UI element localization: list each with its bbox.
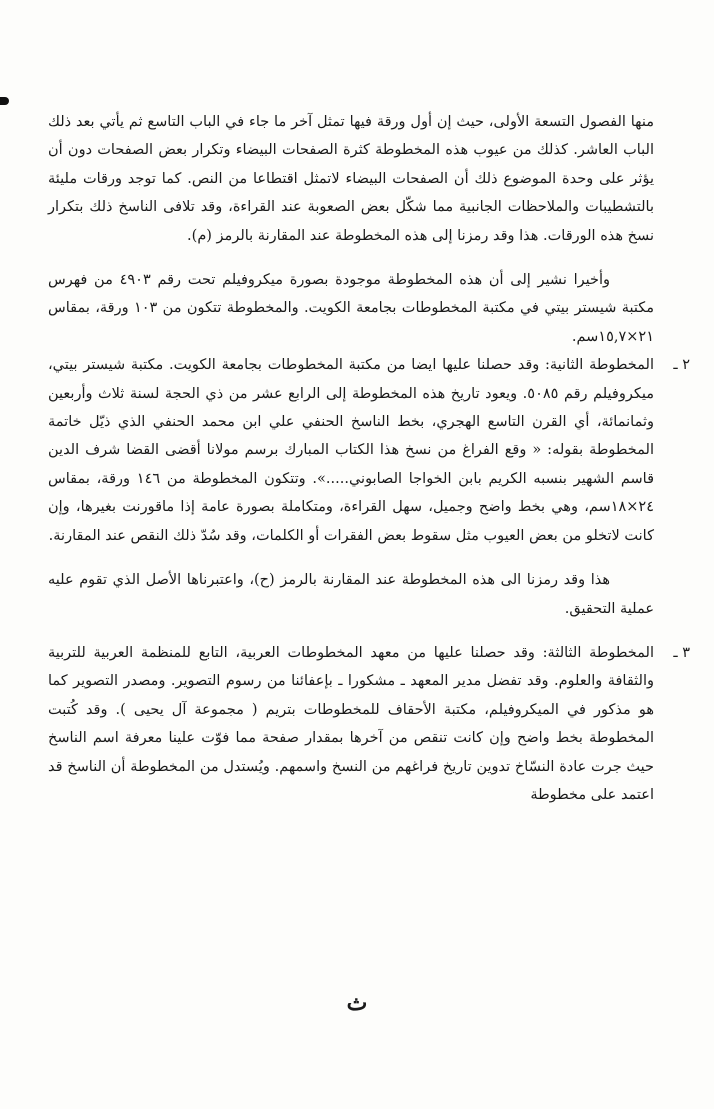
numbered-item-2 [48, 351, 690, 550]
item-number: ٣ ـ [673, 644, 690, 661]
paragraph-symbol-note: هذا وقد رمزنا الى هذه المخطوطة عند المقارنة بالرمز (ح)، واعتبرناها الأصل الذي تقوم عليه عملية التحقيق. [48, 572, 654, 617]
scan-edge-mark [0, 97, 9, 105]
paragraph-third-manuscript: المخطوطة الثالثة: وقد حصلنا عليها من معهد المخطوطات العربية، التابع للمنظمة العربية للتربية والثقافة والعلوم. وقد تفضل مدير المعهد ـ مشكورا ـ بإعفائنا من رسوم التصوير. ومصدر التصوير كما هو مذكور في الميكروفيلم، مكتبة الأحقاف للمخطوطات بتريم ( مجموعة آل يحيى ). وقد كُتبت المخطوطة بخط واضح وإن كانت تنقص من آخرها بمقدار صفحة مما فوّت علينا معرفة اسم الناسخ حيث جرت عادة النسّاخ تدوين تاريخ فراغهم من النسخ واسمهم. ويُستدل من المخطوطة أن الناسخ قد اعتمد على مخطوطة [48, 644, 654, 803]
paragraph-gap [48, 623, 654, 639]
paragraph-gap [48, 250, 654, 266]
numbered-item-3 [48, 639, 690, 809]
paragraph-second-manuscript: المخطوطة الثانية: وقد حصلنا عليها ايضا من مكتبة المخطوطات بجامعة الكويت. مكتبة شيستر بيتي، ميكروفيلم رقم ٥٠٨٥. ويعود تاريخ هذه المخطوطة إلى الرابع عشر من ذي الحجة لسنة ثلاث وأربعين وثمانمائة، أي القرن التاسع الهجري، بخط الناسخ الحنفي علي ابن محمد الحنفي الذي ذيّل خاتمة المخطوطة بقوله: « وقع الفراغ من نسخ هذا الكتاب المبارك برسم مولانا أقضى القضا شرف الدين قاسم الشهير بنسبه الكريم بابن الخواجا الصابوني.....». وتتكون المخطوطة من ١٤٦ ورقة، بمقاس ٢٤×١٨سم، وهي بخط واضح وجميل، سهل القراءة، ومتكاملة بصورة عامة إذا ماقورنت بغيرها، وإن كانت لاتخلو من بعض العيوب مثل سقوط بعض الفقرات أو الكلمات، وقد سُدّ ذلك النقص عند المقارنة. [48, 357, 655, 544]
page-number: ث [346, 990, 368, 1016]
paragraph-gap [48, 550, 654, 566]
paragraph-continuation: منها الفصول التسعة الأولى، حيث إن أول ورقة فيها تمثل آخر ما جاء في الباب التاسع ثم يأتي بعد ذلك الباب العاشر. كذلك من عيوب هذه المخطوطة كثرة الصفحات البيضاء وتكرار بعض الصفحات دون أن يؤثر على وحدة الموضوع ذلك أن الصفحات البيضاء لاتمثل اقتطاعا من النص. كما توجد ورقات مليئة بالتشطيبات والملاحظات الجانبية مما شكّل بعض الصعوبة عند القراءة، وقد تلافى الناسخ ذلك بتكرار نسخ هذه الورقات. هذا وقد رمزنا إلى هذه المخطوطة عند المقارنة بالرمز (م). [48, 114, 654, 244]
paragraph-microfilm-note: وأخيرا نشير إلى أن هذه المخطوطة موجودة بصورة ميكروفيلم تحت رقم ٤٩٠٣ من فهرس مكتبة شيستر بيتي في مكتبة المخطوطات بجامعة الكويت. والمخطوطة تتكون من ١٠٣ ورقة، بمقاس ٢١×١٥,٧سم. [48, 272, 655, 345]
body-text [48, 108, 690, 809]
item-number: ٢ ـ [673, 357, 690, 374]
